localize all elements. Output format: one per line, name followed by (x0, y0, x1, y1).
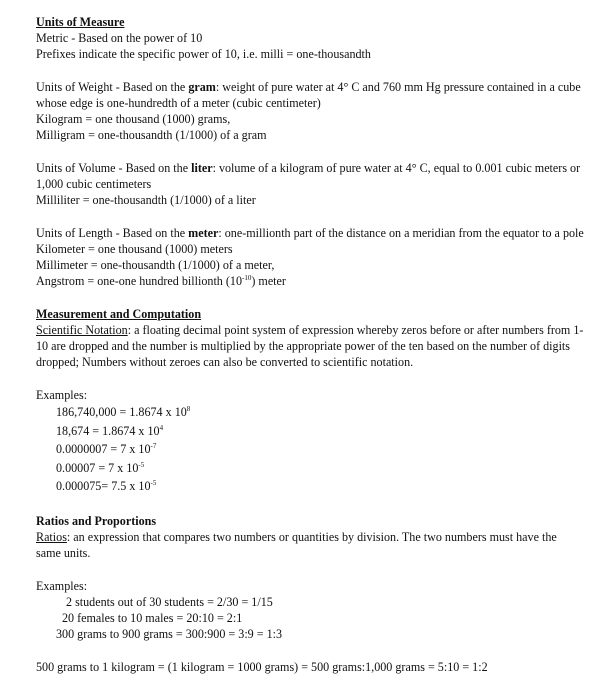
sci-example-exponent: 4 (159, 423, 164, 432)
weight-intro-pre: Units of Weight - Based on the (36, 80, 189, 94)
weight-intro-post: : weight of pure water at 4° C and 760 mm Hg pressure contained in a cube whose edge is one-hundredth of a meter (cubic centimeter) (36, 80, 581, 110)
weight-keyword: gram (188, 80, 216, 94)
scientific-notation-text: : a floating decimal point system of expression whereby zeros before or after numbers from 1-10 are dropped and the number is multiplied by the appropriate power of the ten based on the number of digits dropped; Numbers without zeroes can also be converted to scientific notation. (36, 323, 584, 369)
sci-example-base: 0.000075= 7.5 x 10 (56, 479, 151, 493)
angstrom-exponent: -10 (242, 274, 252, 282)
metric-line: Metric - Based on the power of 10 (36, 31, 203, 45)
sci-example-exponent: -7 (150, 442, 157, 450)
weight-intro (36, 79, 584, 111)
ratios-heading: Ratios and Proportions (36, 513, 157, 528)
sci-example (36, 459, 584, 478)
ratio-final-example: 500 grams to 1 kilogram = (1 kilogram = 1000 grams) = 500 grams:1,000 grams = 5:10 = 1:2 (36, 659, 488, 674)
sci-example (36, 422, 584, 441)
ratios-paragraph (36, 529, 584, 561)
angstrom-post: ) meter (251, 274, 286, 288)
sci-example-base: 0.00007 = 7 x 10 (56, 460, 139, 475)
volume-intro-post: : volume of a kilogram of pure water at 4° C, equal to 0.001 cubic meters or 1,000 cubic centimeters (36, 161, 581, 191)
milligram-line: Milligram = one-thousandth (1/1000) of a gram (36, 128, 267, 142)
ratio-example: 20 females to 10 males = 20:10 = 2:1 (62, 610, 243, 625)
sci-example-exponent: -5 (138, 460, 145, 469)
length-intro-pre: Units of Length - Based on the (36, 226, 189, 240)
milliliter-line: Milliliter = one-thousandth (1/1000) of a liter (36, 193, 256, 207)
kilometer-line: Kilometer = one thousand (1000) meters (36, 242, 233, 256)
angstrom-pre: Angstrom = one-one hundred billionth (10 (36, 274, 243, 288)
scientific-notation-term: Scientific Notation (36, 323, 128, 337)
sci-example-base: 186,740,000 = 1.8674 x 10 (56, 405, 187, 419)
sci-example-base: 18,674 = 1.8674 x 10 (56, 423, 160, 438)
angstrom-line (36, 273, 584, 289)
ratios-term: Ratios (36, 529, 67, 544)
ratios-text: : an expression that compares two numbers or quantities by division. The two numbers must have the same units. (36, 529, 557, 560)
units-heading: Units of Measure (36, 15, 125, 29)
length-keyword: meter (188, 226, 219, 240)
millimeter-line: Millimeter = one-thousandth (1/1000) of a meter, (36, 258, 275, 272)
ratios-examples-label: Examples: (36, 578, 88, 593)
scientific-notation-paragraph (36, 322, 584, 370)
ratio-example: 300 grams to 900 grams = 300:900 = 3:9 = 1:3 (56, 626, 283, 641)
volume-intro-pre: Units of Volume - Based on the (36, 161, 192, 175)
measurement-heading: Measurement and Computation (36, 307, 202, 321)
sci-example (36, 440, 584, 459)
sci-example (36, 403, 584, 422)
length-intro-post: : one-millionth part of the distance on a meridian from the equator to a pole (218, 226, 584, 240)
sci-example-base: 0.0000007 = 7 x 10 (56, 442, 151, 456)
document-page (36, 14, 584, 675)
kilogram-line: Kilogram = one thousand (1000) grams, (36, 112, 231, 126)
volume-keyword: liter (191, 161, 213, 175)
prefixes-line: Prefixes indicate the specific power of 10, i.e. milli = one-thousandth (36, 47, 371, 61)
sci-example (36, 477, 584, 496)
sci-example-exponent: -5 (150, 479, 157, 487)
length-intro (36, 225, 584, 241)
ratio-example: 2 students out of 30 students = 2/30 = 1/15 (66, 594, 273, 609)
measurement-examples-label: Examples: (36, 388, 88, 402)
sci-example-exponent: 8 (186, 405, 191, 413)
volume-intro (36, 160, 584, 192)
